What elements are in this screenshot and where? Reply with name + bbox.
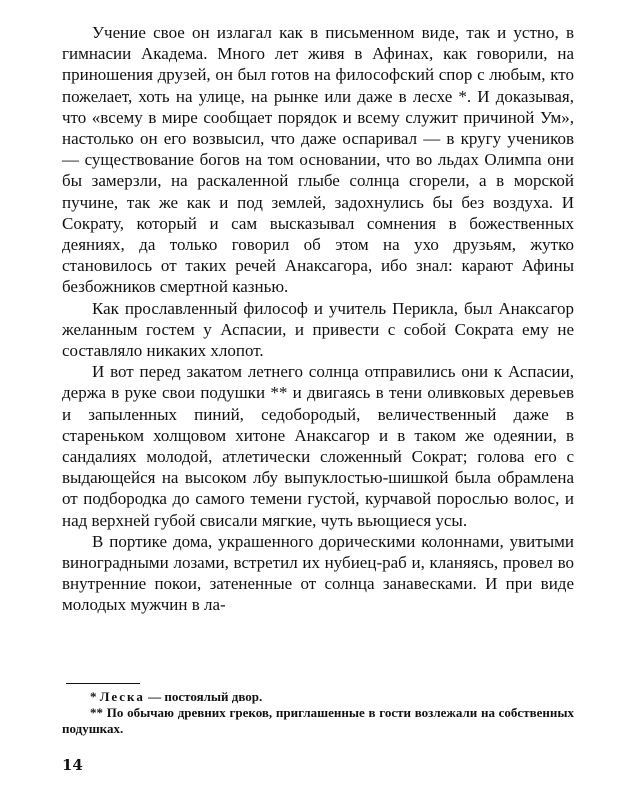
footnote-2-marker: ** [90, 705, 103, 720]
footnote-2 [62, 705, 574, 737]
paragraph-1: Учение свое он излагал как в письменном виде, так и устно, в гимнасии Академа. Много лет живя в Афинах, как говорили, на приношения друзей, он был готов на философский спор с любым, кто пожелает, хоть на улице, на рынке или даже в лесхе *. И доказывая, что «всему в мире сообщает порядок и всему служит причиной Ум», настолько он его возвысил, что даже оспаривал — в кругу учеников — существование богов на том основании, что во льдах Олимпа они бы замерзли, на раскаленной глыбе солнца сгорели, а в морской пучине, так же как и под землей, задохнулись бы без воздуха. И Сократу, который и сам высказывал сомнения в божественных деяниях, да только говорил об этом на ухо друзьям, жутко становилось от таких речей Анаксагора, ибо знал: карают Афины безбожников смертной казнью. [62, 23, 574, 297]
footnote-1-term: Леска [99, 689, 145, 704]
footnote-1 [62, 689, 574, 705]
paragraph-2: Как прославленный философ и учитель Перикла, был Анаксагор желанным гостем у Аспасии, и привести с собой Сократа ему не составляло никаких хлопот. [62, 298, 574, 361]
paragraph-3: И вот перед закатом летнего солнца отправились они к Аспасии, держа в руке свои подушки ** и двигаясь в тени оливковых деревьев и запыленных пиний, седобородый, величественный даже в стареньком холщовом хитоне Анаксагор и в таком же одеянии, в сандалиях молодой, атлетически сложенный Сократ; голова его с выдающейся на высоком лбу выпуклостью-шишкой была обрамлена от подбородка до самого темени густой, курчавой порослью волос, и над верхней губой свисали мягкие, чуть вьющиеся усы. [62, 362, 574, 530]
footnote-2-text: По обычаю древних греков, приглашенные в гости возлежали на собственных подушках. [62, 705, 575, 736]
footnote-1-text: — постоялый двор. [144, 689, 263, 704]
footnote-separator [66, 683, 140, 684]
paragraph-4: В портике дома, украшенного дорическими колоннами, увитыми виноградными лозами, встретил их нубиец-раб и, кланяясь, провел во внутренние покои, затененные от солнца занавесками. И при виде молодых мужчин в ла- [62, 531, 574, 615]
footnotes [62, 689, 574, 737]
footnote-1-marker: * [90, 689, 97, 704]
page-number: 14 [62, 756, 83, 774]
main-text [62, 22, 574, 616]
